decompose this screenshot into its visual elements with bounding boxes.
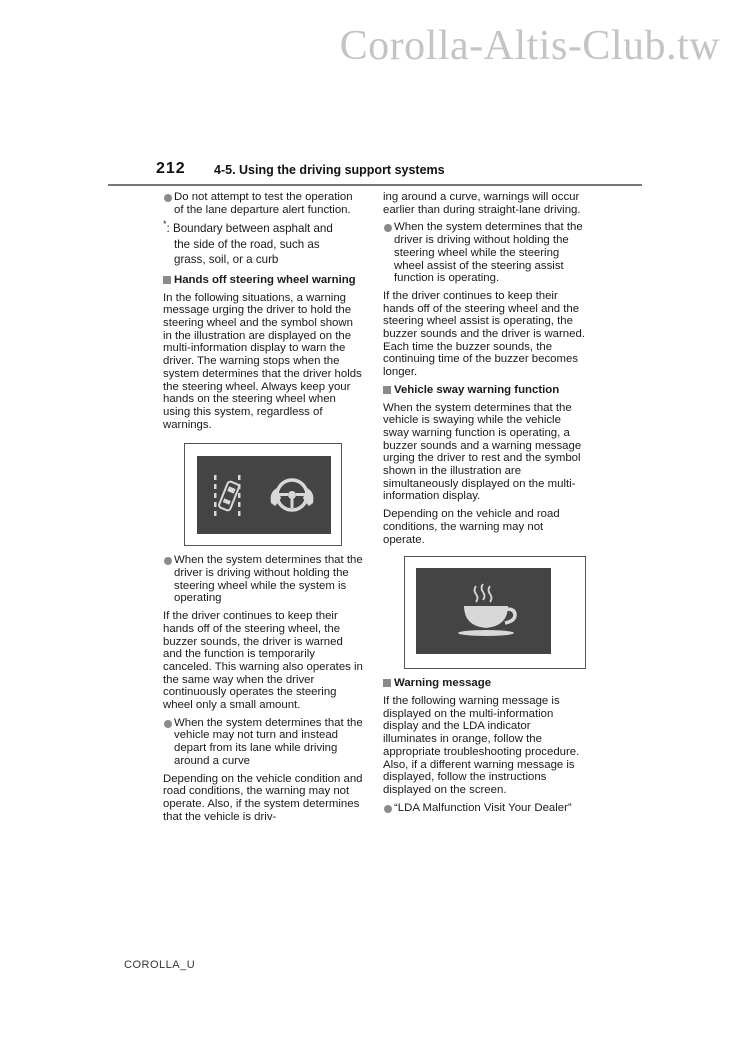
paragraph-depending-conditions: Depending on the vehicle condition and road conditions, the warning may not operate. Also, if the system determines that the vehicle is driv-: [163, 772, 363, 823]
paragraph-sway-depending: Depending on the vehicle and road conditions, the warning may not operate.: [383, 508, 560, 546]
footnote-line1: : Boundary between asphalt and: [166, 222, 333, 236]
heading-vehicle-sway: Vehicle sway warning function: [383, 384, 585, 397]
paragraph-buzzer: If the driver continues to keep their hands off of the steering wheel and the steering wheel assist is operating, the buzzer sounds and the driver is warned. Each time the buzzer sounds, the continuing time of the buzzer becomes longer.: [383, 289, 585, 379]
paragraph-vehicle-sway: When the system determines that the vehicle is swaying while the vehicle sway warning function is operating, a buzzer sounds and a warning message urging the driver to rest and the symbol shown in the illustration are simultaneously displayed on the multi-information display.: [383, 401, 582, 503]
paragraph-continuation: ing around a curve, warnings will occur earlier than during straight-lane driving.: [383, 191, 581, 216]
hands-off-illustration: [184, 443, 342, 546]
paragraph-hands-off: In the following situations, a warning message urging the driver to hold the steering wheel and the symbol shown in the illustration are displayed on the multi-information display to warn the driver. The warning stops when the system determines that the driver holds the steering wheel. Always keep your hands on the steering wheel when using this system, regardless of warnings.: [163, 291, 362, 431]
display-screen: [197, 456, 331, 534]
bullet-steering-assist: When the system determines that the driver is driving without holding the steering wheel while the steering wheel assist of the steering assist function is operating.: [383, 221, 585, 285]
bullet-may-not-turn: When the system determines that the vehicle may not turn and instead depart from its lane while driving around a curve: [163, 717, 363, 768]
page-header: [108, 160, 642, 186]
hands-on-wheel-icon: [197, 456, 331, 534]
bullet-lda-malfunction: “LDA Malfunction Visit Your Dealer”: [383, 802, 585, 815]
footer-code: COROLLA_U: [124, 959, 196, 971]
heading-hands-off: Hands off steering wheel warning: [163, 274, 363, 287]
vehicle-sway-illustration: [404, 556, 586, 669]
coffee-cup-icon: [416, 568, 551, 654]
section-title: 4-5. Using the driving support systems: [214, 163, 445, 177]
right-column: [383, 191, 585, 819]
boundary-footnote: [163, 221, 363, 268]
footnote-line2: the side of the road, such as: [174, 237, 320, 251]
left-column: [163, 191, 363, 828]
paragraph-warning-message: If the following warning message is displayed on the multi-information display and the LDA indicator illuminates in orange, follow the appropriate troubleshooting procedure. Also, if a different warning message is displayed, follow the instructions displayed on the screen.: [383, 694, 580, 796]
heading-warning-message: Warning message: [383, 677, 585, 690]
page-number: 212: [156, 160, 186, 177]
display-screen: [416, 568, 551, 654]
bullet-test-warning: Do not attempt to test the operation of the lane departure alert function.: [163, 191, 363, 216]
footnote-line3: grass, soil, or a curb: [174, 253, 279, 267]
footnote-marker: *: [163, 219, 167, 230]
paragraph-continues-hands-off: If the driver continues to keep their hands off of the steering wheel, the buzzer sounds, the driver is warned and the function is temporarily canceled. This warning also operates in the same way when the driver continuously operates the steering wheel only a small amount.: [163, 610, 363, 712]
watermark: Corolla-Altis-Club.tw: [339, 23, 720, 69]
bullet-driving-without-holding: When the system determines that the driver is driving without holding the steering wheel while the system is operating: [163, 554, 363, 605]
